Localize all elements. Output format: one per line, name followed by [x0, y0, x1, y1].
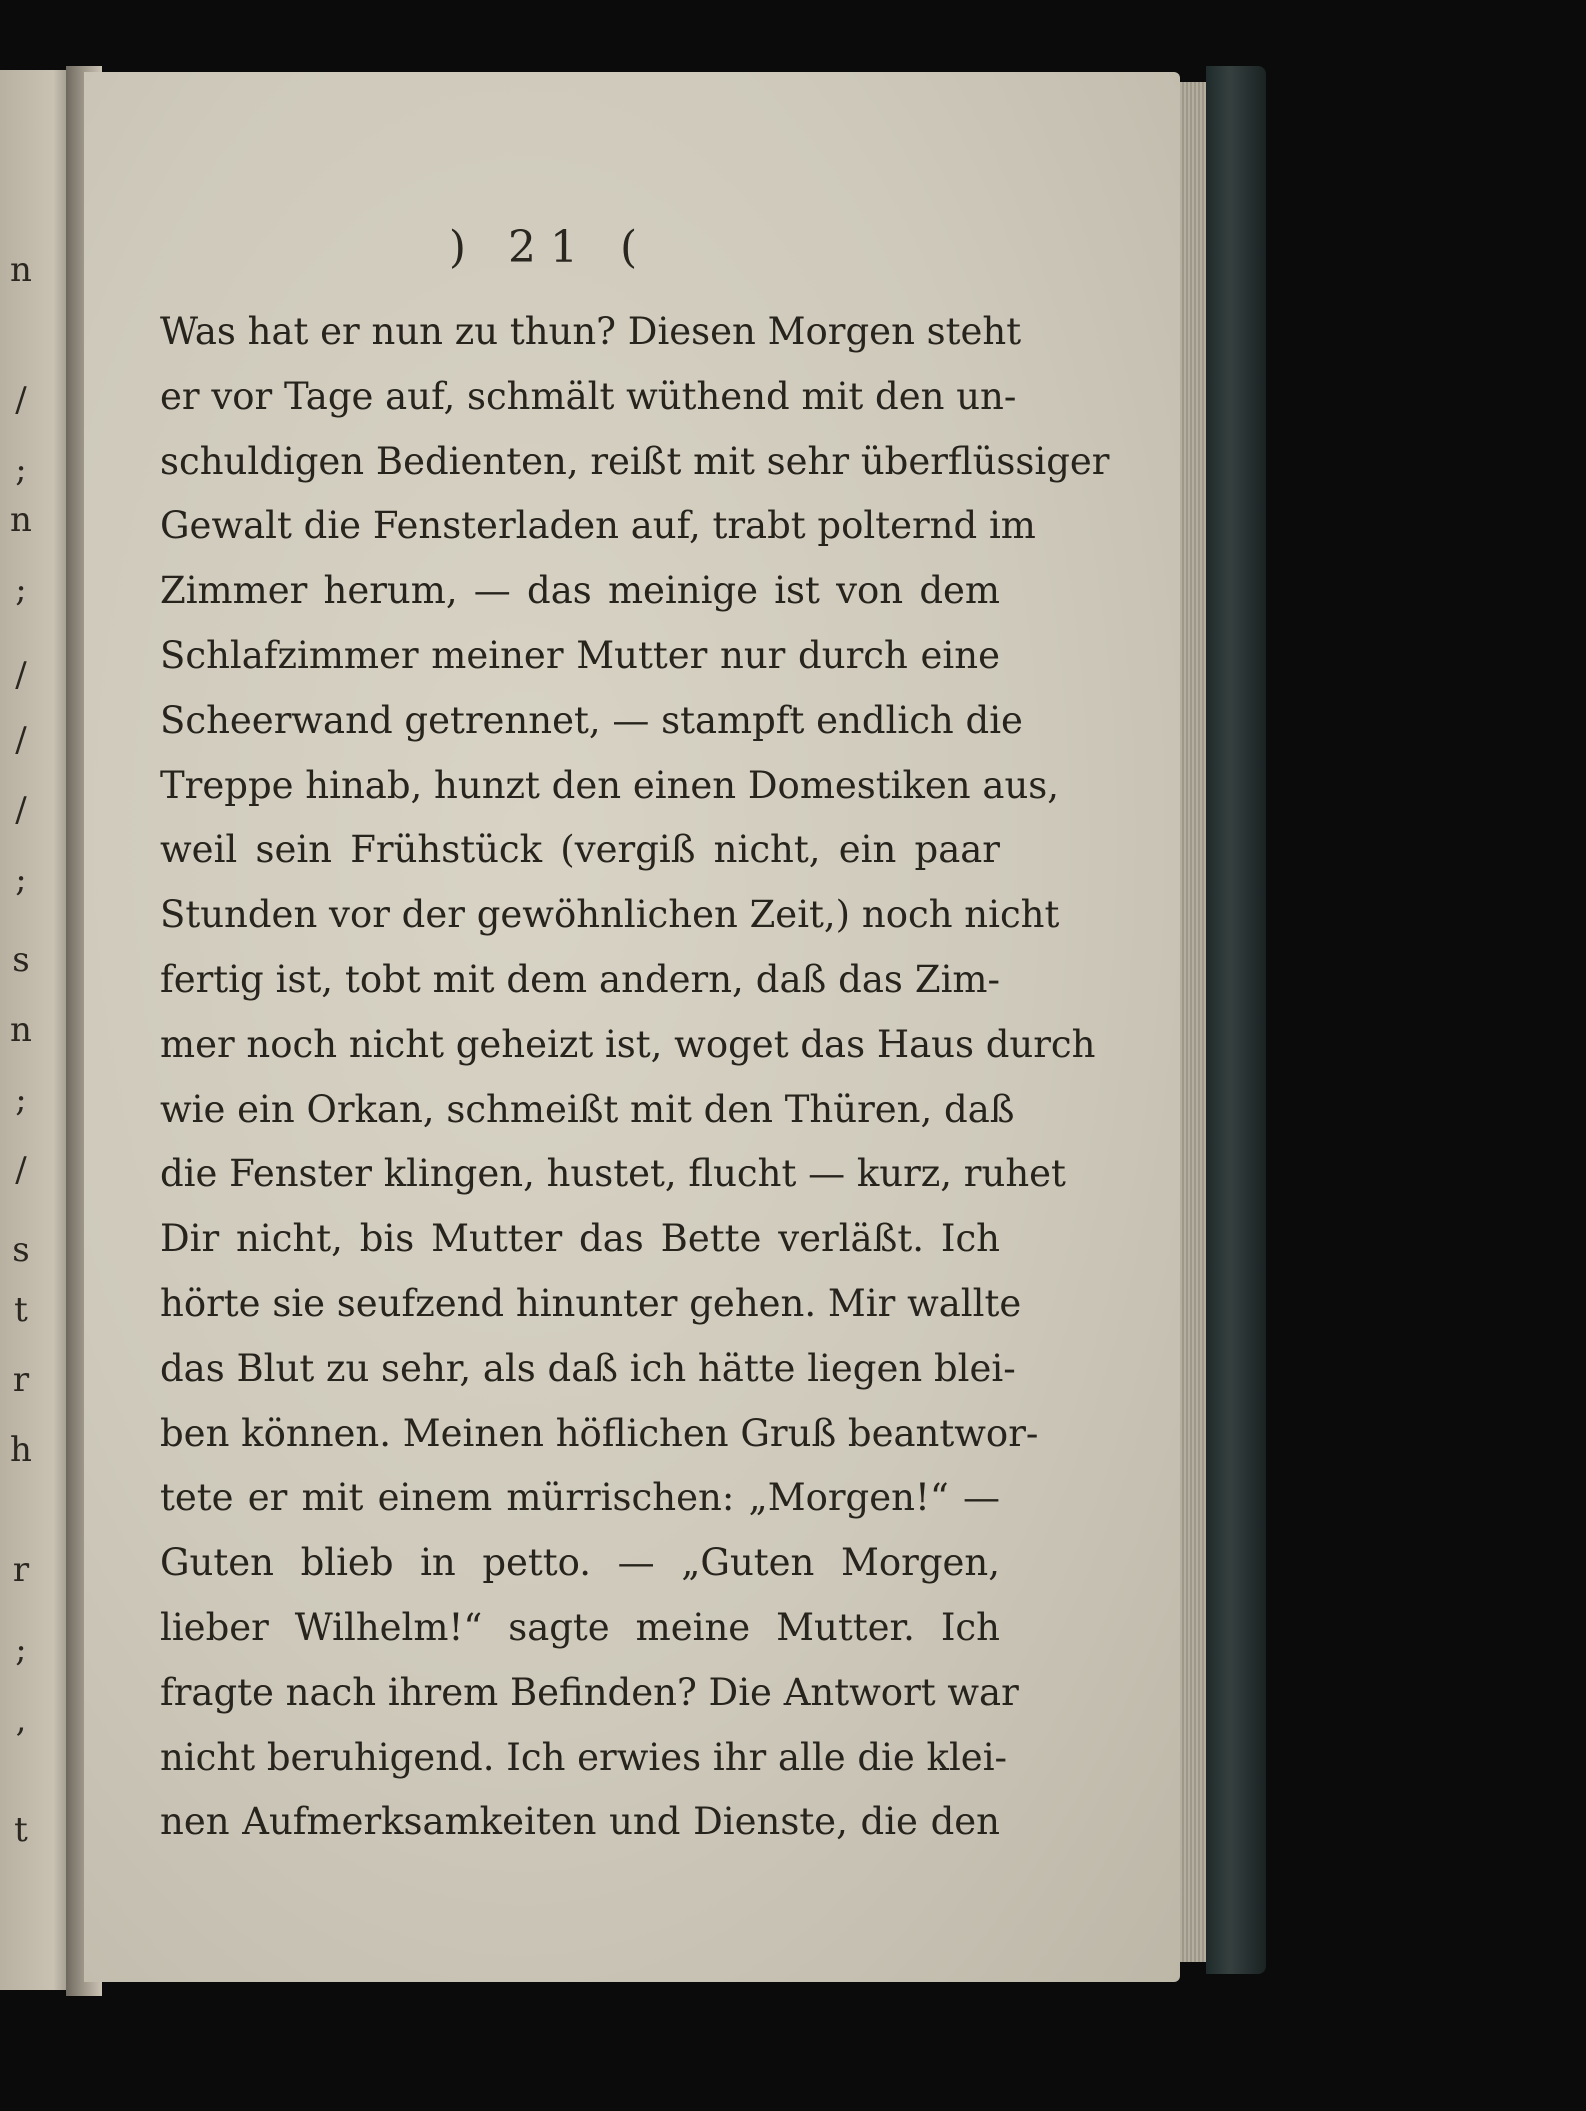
text-line: schuldigen Bedienten, reißt mit sehr überflüssiger	[160, 439, 1110, 483]
text-line: ben können. Meinen höflichen Gruß beantwor-	[160, 1411, 1039, 1455]
text-line: Scheerwand getrennet, — stampft endlich die	[160, 698, 1023, 742]
margin-fragment: ;	[15, 450, 27, 490]
margin-fragment: t	[14, 1290, 28, 1330]
text-line: Dir nicht, bis Mutter das Bette verläßt. Ich	[160, 1217, 1000, 1261]
margin-fragment: h	[10, 1430, 32, 1470]
text-line: Guten blieb in petto. — „Guten Morgen,	[160, 1541, 1000, 1585]
margin-fragment: /	[15, 380, 27, 420]
text-line: wie ein Orkan, schmeißt mit den Thüren, daß	[160, 1087, 1015, 1131]
margin-fragment: /	[15, 655, 27, 695]
left-page-edge	[0, 70, 76, 1990]
text-line: nen Aufmerksamkeiten und Dienste, die den	[160, 1800, 1000, 1844]
margin-fragment: ;	[15, 1630, 27, 1670]
margin-fragment: t	[14, 1810, 28, 1850]
margin-fragment: n	[10, 500, 32, 540]
margin-fragment: ;	[15, 570, 27, 610]
margin-fragment: r	[12, 1550, 30, 1590]
text-line: Zimmer herum, — das meinige ist von dem	[160, 569, 1000, 613]
text-line: mer noch nicht geheizt ist, woget das Haus durch	[160, 1022, 1096, 1066]
text-line: fertig ist, tobt mit dem andern, daß das Zim-	[160, 957, 1000, 1001]
margin-fragment: r	[12, 1360, 30, 1400]
margin-fragment: /	[15, 1150, 27, 1190]
margin-fragment: /	[15, 790, 27, 830]
text-line: nicht beruhigend. Ich erwies ihr alle die klei-	[160, 1735, 1008, 1779]
page-number-header: ) 21 (	[448, 222, 652, 273]
margin-fragment: /	[15, 720, 27, 760]
margin-fragment: ;	[15, 860, 27, 900]
text-line: das Blut zu sehr, als daß ich hätte liegen blei-	[160, 1346, 1016, 1390]
margin-fragment: ;	[15, 1080, 27, 1120]
margin-fragment: ,	[15, 1700, 27, 1740]
text-line: Was hat er nun zu thun? Diesen Morgen steht	[160, 310, 1022, 353]
body-text	[160, 300, 1110, 1855]
text-line: er vor Tage auf, schmält wüthend mit den un-	[160, 374, 1017, 418]
text-line: hörte sie seufzend hinunter gehen. Mir wallte	[160, 1281, 1022, 1325]
text-line: weil sein Frühstück (vergiß nicht, ein paar	[160, 828, 1000, 872]
text-line: fragte nach ihrem Befinden? Die Antwort war	[160, 1670, 1019, 1714]
text-line: lieber Wilhelm!“ sagte meine Mutter. Ich	[160, 1605, 1000, 1649]
text-line: Schlafzimmer meiner Mutter nur durch eine	[160, 633, 1000, 677]
margin-fragment: s	[12, 1230, 30, 1270]
margin-fragment: n	[10, 1010, 32, 1050]
text-line: tete er mit einem mürrischen: „Morgen!“ —	[160, 1476, 1000, 1520]
book-cover-edge	[1206, 66, 1266, 1974]
text-line: Stunden vor der gewöhnlichen Zeit,) noch nicht	[160, 893, 1060, 937]
margin-fragment: n	[10, 250, 32, 290]
text-line: Treppe hinab, hunzt den einen Domestiken aus,	[160, 763, 1060, 807]
margin-fragment: s	[12, 940, 30, 980]
text-line: die Fenster klingen, hustet, flucht — kurz, ruhet	[160, 1152, 1066, 1196]
text-line: Gewalt die Fensterladen auf, trabt polternd im	[160, 504, 1036, 548]
